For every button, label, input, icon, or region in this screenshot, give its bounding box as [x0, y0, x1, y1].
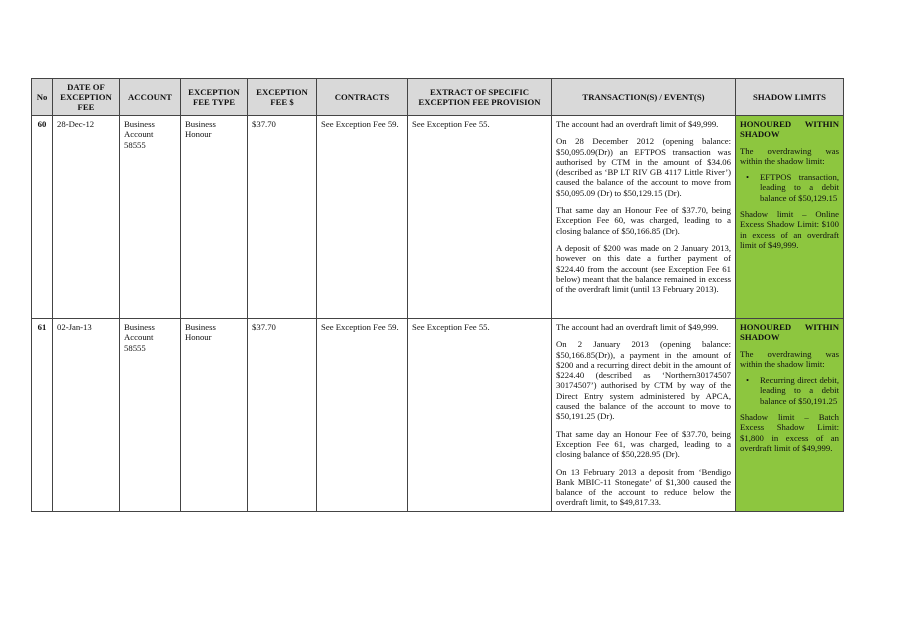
- shadow-limit-cell: [736, 116, 844, 319]
- shadow-bullet-list: [740, 172, 839, 203]
- fee-amount-cell: $37.70: [248, 116, 317, 319]
- table-row: [32, 319, 844, 512]
- header-row: [32, 79, 844, 116]
- transaction-paragraph: On 2 January 2013 (opening balance: $50,166.85(Dr)), a payment in the amount of $200 and a recurring direct debit in the amount of $224.40 (described as ‘Northern30174507 30174507’) authorised by CTM by way of the Direct Entry system administered by APCA, caused the balance of the account to move to $50,191.25 (Dr).: [556, 339, 731, 422]
- header-fee-type: EXCEPTION FEE TYPE: [181, 79, 248, 116]
- transaction-paragraph: That same day an Honour Fee of $37.70, being Exception Fee 61, was charged, leading to a closing balance of $50,228.95 (Dr).: [556, 428, 731, 460]
- fee-date: 28-Dec-12: [53, 116, 120, 319]
- header-transactions: TRANSACTION(S) / EVENT(S): [552, 79, 736, 116]
- provision-cell: See Exception Fee 55.: [408, 116, 552, 319]
- account-cell: Business Account 58555: [120, 319, 181, 512]
- row-number: 61: [32, 319, 53, 512]
- shadow-limit-cell: [736, 319, 844, 512]
- transactions-cell: [552, 319, 736, 512]
- shadow-status-title: HONOURED WITHIN SHADOW: [740, 322, 839, 343]
- transactions-cell: [552, 116, 736, 319]
- fee-date: 02-Jan-13: [53, 319, 120, 512]
- shadow-bullet-list: [740, 375, 839, 406]
- transaction-paragraph: That same day an Honour Fee of $37.70, being Exception Fee 60, was charged, leading to a closing balance of $50,166.85 (Dr).: [556, 205, 731, 236]
- header-provision: EXTRACT OF SPECIFIC EXCEPTION FEE PROVISION: [408, 79, 552, 116]
- shadow-status-title: HONOURED WITHIN SHADOW: [740, 119, 839, 140]
- shadow-intro: The overdrawing was within the shadow limit:: [740, 348, 839, 369]
- exception-fee-table: [31, 78, 844, 512]
- shadow-intro: The overdrawing was within the shadow limit:: [740, 145, 839, 166]
- transaction-paragraph: The account had an overdraft limit of $49,999.: [556, 322, 719, 332]
- header-date: DATE OF EXCEPTION FEE: [53, 79, 120, 116]
- row-number: 60: [32, 116, 53, 319]
- contracts-cell: See Exception Fee 59.: [317, 116, 408, 319]
- fee-amount-cell: $37.70: [248, 319, 317, 512]
- header-fee: EXCEPTION FEE $: [248, 79, 317, 116]
- transaction-paragraph: A deposit of $200 was made on 2 January 2013, however on this date a further payment of $224.40 from the account (see Exception Fee 61 below) meant that the balance remained in excess of the overdraft limit (until 13 February 2013).: [556, 242, 731, 295]
- transaction-paragraph: On 28 December 2012 (opening balance: $50,095.09(Dr)) an EFTPOS transaction was authorised by CTM in the amount of $34.06 (described as ‘BP LT RIV GB 4117 Little River’) caused the balance of the account to move from $50,095.09 (Dr) to $50,129.15 (Dr).: [556, 136, 731, 198]
- table-row: [32, 116, 844, 319]
- shadow-bullet-text: Recurring direct debit, leading to a debit balance of $50,191.25: [760, 375, 839, 406]
- header-no: No: [32, 79, 53, 116]
- shadow-bullet-item: [746, 375, 839, 406]
- fee-type-cell: Business Honour: [181, 319, 248, 512]
- transaction-paragraph: The account had an overdraft limit of $49,999.: [556, 119, 719, 129]
- shadow-bullet-item: [746, 172, 839, 203]
- bullet-icon: •: [746, 172, 750, 183]
- shadow-bullet-text: EFTPOS transaction, leading to a debit balance of $50,129.15: [760, 172, 839, 203]
- bullet-icon: •: [746, 375, 750, 386]
- account-cell: Business Account 58555: [120, 116, 181, 319]
- shadow-limit-text: Shadow limit – Online Excess Shadow Limit: $100 in excess of an overdraft limit of $49,999.: [740, 209, 839, 250]
- header-account: ACCOUNT: [120, 79, 181, 116]
- contracts-cell: See Exception Fee 59.: [317, 319, 408, 512]
- header-shadow-limits: SHADOW LIMITS: [736, 79, 844, 116]
- transaction-paragraph: On 13 February 2013 a deposit from ‘Bendigo Bank MBIC-11 Stonegate’ of $1,300 caused the balance of the account to reduce below the overdraft limit, to $49,817.33.: [556, 466, 731, 508]
- fee-type-cell: Business Honour: [181, 116, 248, 319]
- provision-cell: See Exception Fee 55.: [408, 319, 552, 512]
- shadow-limit-text: Shadow limit – Batch Excess Shadow Limit: $1,800 in excess of an overdraft limit of $49,999.: [740, 412, 839, 453]
- header-contracts: CONTRACTS: [317, 79, 408, 116]
